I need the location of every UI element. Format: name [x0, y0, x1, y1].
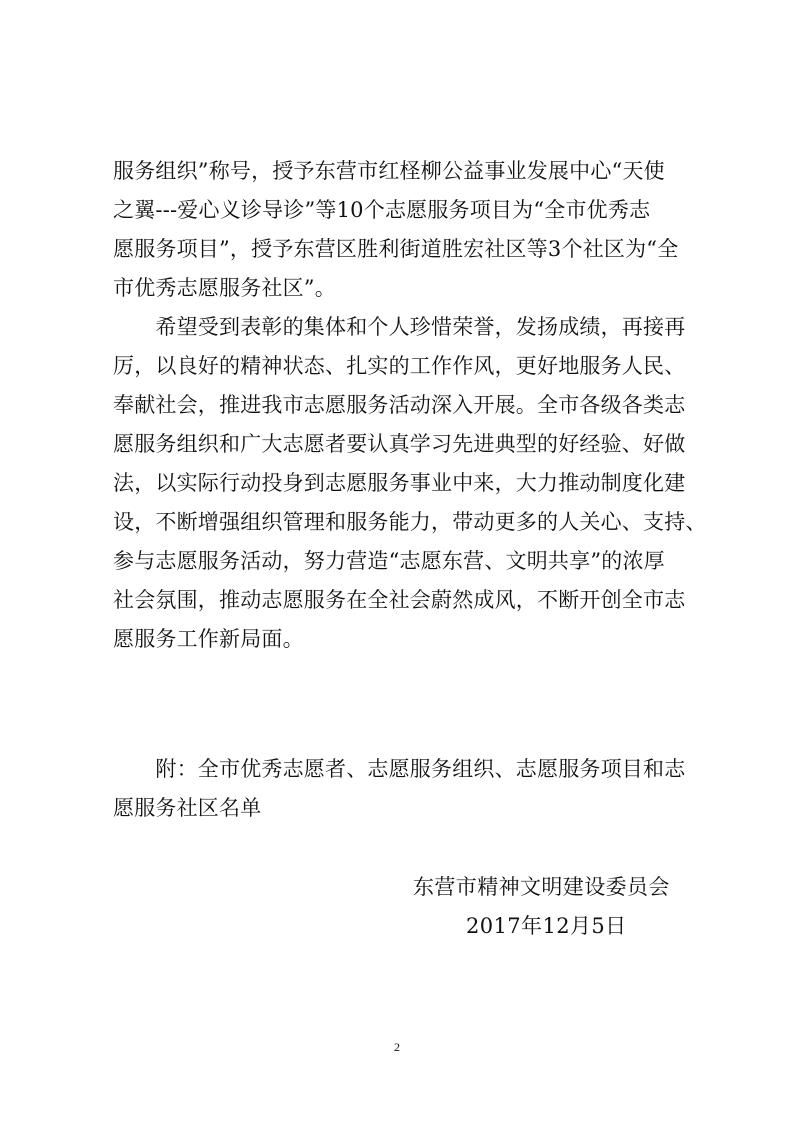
page-number: 2 — [394, 1040, 400, 1054]
body-text-line: 厉，以良好的精神状态、扎实的工作作风，更好地服务人民、 — [113, 354, 686, 378]
attachment-note-line: 附：全市优秀志愿者、志愿服务组织、志愿服务项目和志 — [113, 757, 686, 781]
attachment-note-line: 愿服务社区名单 — [113, 796, 262, 820]
body-text-line: 希望受到表彰的集体和个人珍惜荣誉，发扬成绩，再接再 — [113, 315, 686, 339]
body-text-line: 愿服务工作新局面。 — [113, 627, 304, 651]
body-text-line: 社会氛围，推动志愿服务在全社会蔚然成风，不断开创全市志 — [113, 588, 686, 612]
body-text-line: 市优秀志愿服务社区”。 — [113, 276, 336, 300]
body-text-line: 之翼---爱心义诊导诊”等10个志愿服务项目为“全市优秀志 — [113, 198, 651, 222]
body-text-line: 法，以实际行动投身到志愿服务事业中来，大力推动制度化建 — [113, 471, 686, 495]
body-text-line: 参与志愿服务活动，努力营造“志愿东营、文明共享”的浓厚 — [113, 549, 665, 573]
issuing-organization: 东营市精神文明建设委员会 — [413, 875, 670, 899]
issue-date: 2017年12月5日 — [466, 914, 627, 938]
body-text-line: 设，不断增强组织管理和服务能力，带动更多的人关心、支持、 — [113, 510, 707, 534]
body-text-line: 奉献社会，推进我市志愿服务活动深入开展。全市各级各类志 — [113, 393, 686, 417]
body-text-line: 愿服务项目”，授予东营区胜利街道胜宏社区等3个社区为“全 — [113, 237, 679, 261]
body-text-line: 服务组织”称号，授予东营市红柽柳公益事业发展中心“天使 — [113, 159, 665, 183]
body-text-line: 愿服务组织和广大志愿者要认真学习先进典型的好经验、好做 — [113, 432, 686, 456]
